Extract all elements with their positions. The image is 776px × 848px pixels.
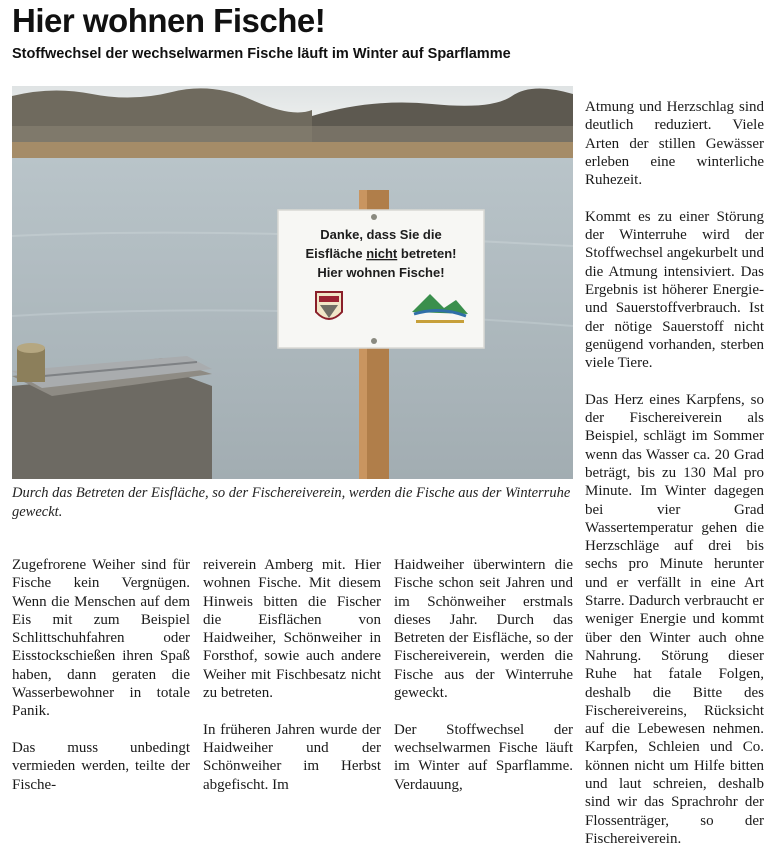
- article-photo: [12, 86, 573, 479]
- sign-line-3: Hier wohnen Fische!: [317, 265, 445, 280]
- paragraph: Zugefrorene Weiher sind für Fische kein Vergnügen. Wenn die Menschen auf dem Eis mit zum Beispiel Schlittschuhfahren oder Eisstockschießen ihren Spaß haben, dann geraten die Wasserbewohner in totale Panik.: [12, 557, 190, 720]
- frozen-pond-scene: [12, 86, 573, 479]
- text-column-3: [394, 556, 573, 794]
- paragraph: Der Stoffwechsel der wechselwarmen Fische läuft im Winter auf Sparflamme. Verdauung,: [394, 721, 573, 793]
- text-column-4: [585, 98, 764, 848]
- paragraph: In früheren Jahren wurde der Haidweiher und der Schönweiher im Herbst abgefischt. Im: [203, 721, 381, 793]
- paragraph: reiverein Amberg mit. Hier wohnen Fische. Mit diesem Hinweis bitten die Fischer die Eisflächen von Haidweiher, Schönweiher in Forsthof, sowie auch andere Weiher mit Fischbesatz nicht zu betreten.: [203, 557, 381, 702]
- photo-caption: Durch das Betreten der Eisfläche, so der Fischereiverein, werden die Fische aus der Winterruhe geweckt.: [12, 485, 571, 520]
- paragraph: Das muss unbedingt vermieden werden, teilte der Fische-: [12, 739, 190, 793]
- text-column-1: [12, 556, 190, 794]
- headline: Hier wohnen Fische!: [12, 2, 326, 39]
- coat-of-arms-icon: [316, 292, 342, 319]
- paragraph: Haidweiher überwintern die Fische schon seit Jahren und im Schönweiher erstmals dieses Jahr. Durch das Betreten der Eisfläche, so der Fischereiverein, werden die Fische aus der Winterruhe geweckt.: [394, 557, 573, 702]
- reed-bank: [12, 142, 573, 160]
- paragraph: Kommt es zu einer Störung der Winterruhe wird der Stoffwechsel angekurbelt und die Atmung intensiviert. Das Ergebnis ist höherer Energie- und Sauerstoffverbrauch. Ist der nötige Sauerstoff nicht genügend vorhanden, sterben viele Tiere.: [585, 208, 764, 372]
- sign-line-1: Danke, dass Sie die: [320, 227, 442, 242]
- sign-line-2: Eisfläche nicht betreten!: [305, 246, 457, 261]
- post-cap: [17, 348, 45, 382]
- paragraph: Das Herz eines Karpfens, so der Fischereiverein als Beispiel, schlägt im Sommer wenn das Wasser ca. 20 Grad beträgt, bis zu 130 Mal pro Minute. Im Winter dagegen bei vier Grad Wassertemperatur gehen die Herzschläge auf drei bis sechs pro Minute herunter und er verfällt in eine Art Starre. Dadurch verbraucht er weniger Energie und kommt über den Winter auch ohne Nahrung. Störung dieser Ruhe hat fatale Folgen, deshalb die Bitte des Fischereivereins, Rücksicht auf die Lebewesen nehmen. Karpfen, Schleien und Co. können nicht um Hilfe bitten und laut schreien, deshalb sind wir das Sprachrohr der Flossenträger, so der Fischereiverein.: [585, 391, 764, 847]
- paragraph: Atmung und Herzschlag sind deutlich reduziert. Viele Arten der stillen Gewässer erleben eine winterliche Ruhezeit.: [585, 99, 764, 189]
- text-column-2: [203, 556, 381, 794]
- subheadline: Stoffwechsel der wechselwarmen Fische läuft im Winter auf Sparflamme: [12, 46, 511, 62]
